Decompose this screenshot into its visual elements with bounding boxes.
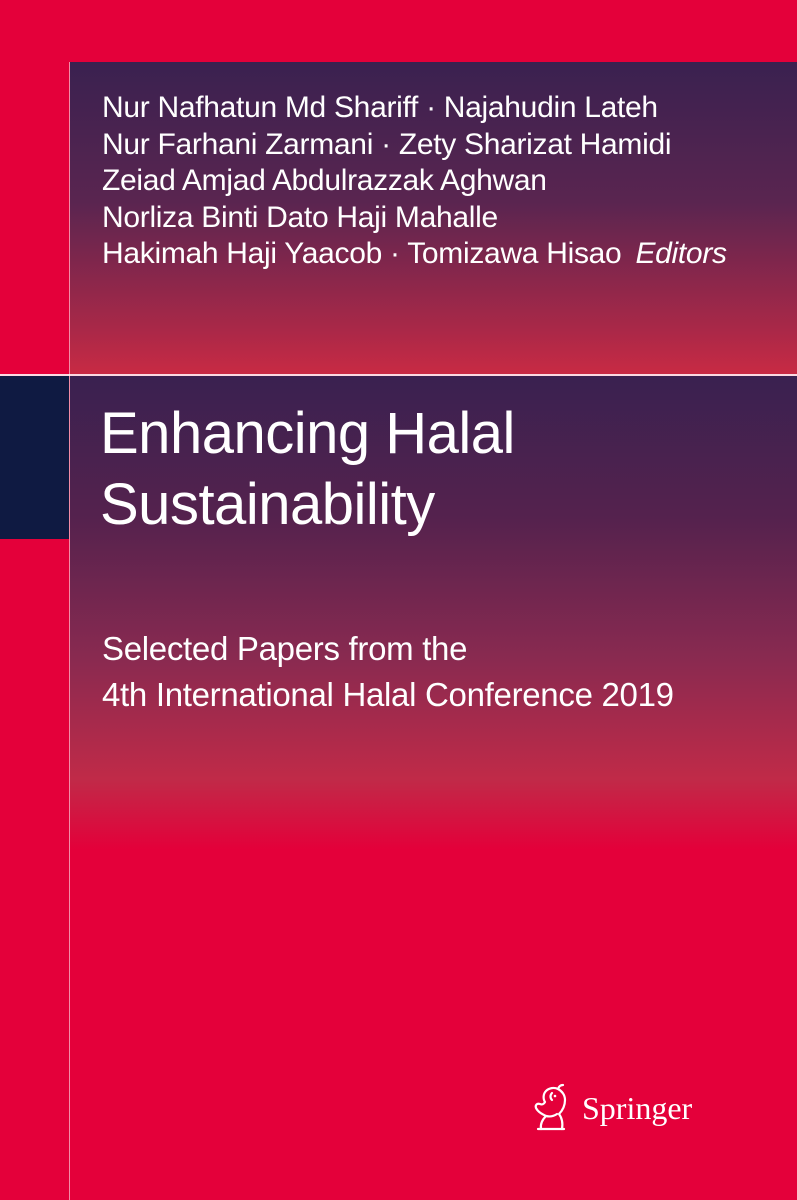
book-subtitle	[102, 626, 782, 718]
book-title	[100, 398, 780, 540]
springer-knight-icon	[528, 1083, 574, 1133]
book-title-line-1: Enhancing Halal	[100, 401, 515, 466]
editor-line-last	[102, 236, 782, 273]
editor-line: Nur Farhani Zarmani · Zety Sharizat Hamidi	[102, 127, 672, 161]
book-title-line-2: Sustainability	[100, 472, 435, 537]
publisher-name: Springer	[582, 1089, 693, 1126]
editors-list	[102, 90, 782, 273]
editors-label: Editors	[635, 237, 727, 270]
editor-line: Nur Nafhatun Md Shariff · Najahudin Lateh	[102, 91, 658, 124]
editor-names: Hakimah Haji Yaacob · Tomizawa Hisao	[102, 237, 622, 270]
editor-line: Norliza Binti Dato Haji Mahalle	[102, 200, 498, 234]
spine-color-block	[0, 376, 69, 539]
book-subtitle-line-1: Selected Papers from the	[102, 630, 468, 667]
publisher-logo	[528, 1082, 692, 1134]
book-subtitle-line-2: 4th International Halal Conference 2019	[102, 676, 674, 713]
editor-line: Zeiad Amjad Abdulrazzak Aghwan	[102, 164, 547, 197]
